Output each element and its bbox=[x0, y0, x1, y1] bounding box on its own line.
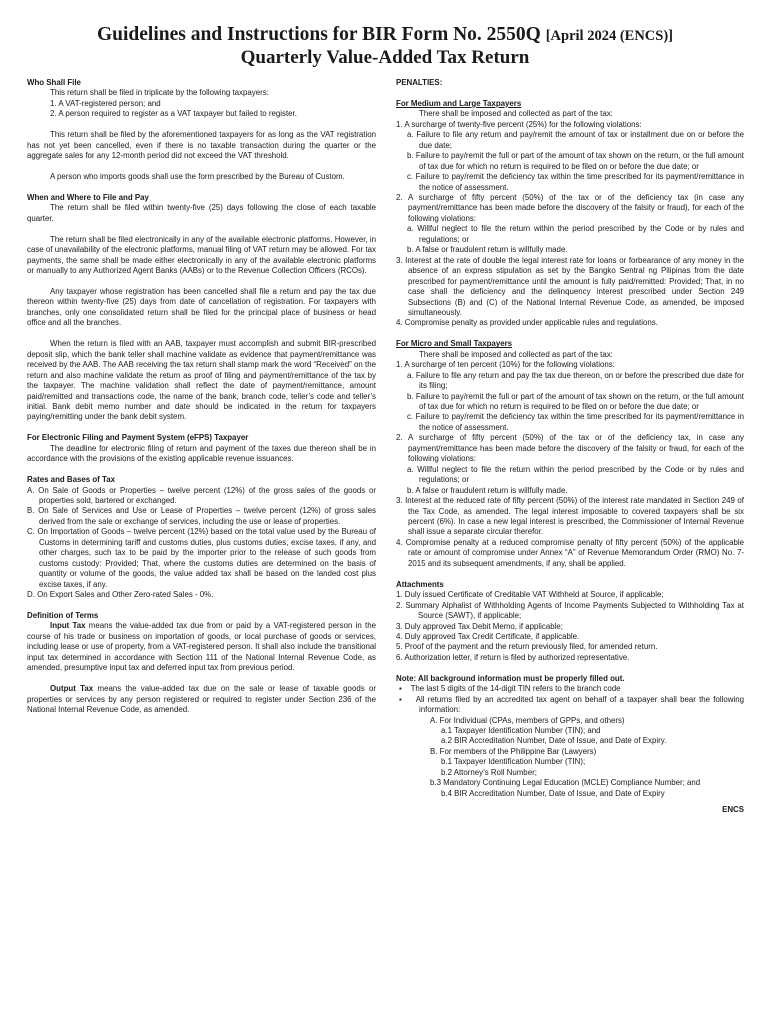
list-item: 2. A person required to register as a VAT taxpayer but failed to register. bbox=[50, 109, 297, 119]
title-edition: [April 2024 (ENCS)] bbox=[545, 28, 673, 44]
list-item: 3. Duly approved Tax Debit Memo, if applicable; bbox=[396, 621, 563, 631]
paragraph: This return shall be filed by the aforementioned taxpayers for as long as the VAT registration has not yet been cancelled, even if there is no taxable transaction during the quarter or the aggregate sales for any 12-month period did not exceed the VAT threshold. bbox=[27, 130, 376, 161]
document-header bbox=[0, 24, 770, 69]
section-heading-definitions: Definition of Terms bbox=[27, 610, 99, 620]
list-item: c. Failure to pay/remit the deficiency tax within the time prescribed for its payment/remittance in the notice of assessment. bbox=[407, 172, 744, 192]
list-item: b.3 Mandatory Continuing Legal Education (MCLE) Compliance Number; and bbox=[430, 778, 701, 788]
list-item: 2. A surcharge of fifty percent (50%) of the tax or of the deficiency tax, in case any payment/remittance has been made before the discovery of the falsity or fraud, for each of the following violations: bbox=[396, 433, 744, 464]
paragraph: The return shall be filed within twenty-five (25) days following the close of each taxable quarter. bbox=[27, 203, 376, 223]
paragraph: Any taxpayer whose registration has been cancelled shall file a return and pay the tax due thereon within twenty-five (25) days from date of cancellation of registration. For taxpayers with branches, only one consolidated return shall be filed for the principal place of business or head office and all the branches. bbox=[27, 286, 376, 328]
list-item: b. A false or fraudulent return is willfully made. bbox=[407, 485, 568, 495]
list-item: 2. A surcharge of fifty percent (50%) of the tax or of the deficiency tax (in case any payment/remittance has been made before the discovery of the falsity or fraud), for each of the following violations: bbox=[396, 192, 744, 223]
title-main: Guidelines and Instructions for BIR Form No. 2550Q bbox=[96, 24, 541, 45]
term-input-tax: Input Tax bbox=[50, 621, 86, 631]
definition-input-tax: means the value-added tax due from or paid by a VAT-registered person in the course of his trade or business on importation of goods, or local purchase of goods or services, including lease or use of property, from a VAT-registered person. It shall also include the transitional input tax determined in accordance with Section 111 of the National Internal Revenue Code, as amended, presumptive input tax and deferred input tax from previous period. bbox=[27, 621, 376, 673]
left-column bbox=[27, 78, 376, 715]
bullet-item bbox=[396, 695, 744, 716]
section-heading-efps: For Electronic Filing and Payment System (eFPS) Taxpayer bbox=[27, 433, 249, 443]
footer-code: ENCS bbox=[722, 805, 744, 815]
list-item: 5. Proof of the payment and the return previously filed, for amended return. bbox=[396, 642, 658, 652]
list-item: 3. Interest at the rate of double the legal interest rate for loans or forbearance of any money in the absence of an express stipulation as set by the Bangko Sentral ng Pilipinas from the date prescribed for payment/remittance until the amount is fully paid/remitted: Provided; That, in no case shall the deficiency and the delinquency interest prescribed under Section 249 Subsections (B) and (C) of the National Internal Revenue Code, as amended, be imposed simultaneously. bbox=[396, 255, 744, 317]
paragraph: There shall be imposed and collected as part of the tax: bbox=[419, 109, 613, 119]
list-item: a.2 BIR Accreditation Number, Date of Issue, and Date of Expiry. bbox=[441, 736, 667, 746]
list-item: b.1 Taxpayer Identification Number (TIN); bbox=[441, 757, 586, 767]
list-item: D. On Export Sales and Other Zero-rated Sales - 0%. bbox=[27, 590, 214, 600]
document-subtitle: Quarterly Value-Added Tax Return bbox=[240, 47, 530, 68]
list-item: b.2 Attorney’s Roll Number; bbox=[441, 767, 537, 777]
section-heading-penalties: PENALTIES: bbox=[396, 78, 443, 87]
list-item: a. Failure to file any return and pay the tax due thereon, on or before the prescribed due date for its filing; bbox=[407, 370, 744, 391]
list-item: a.1 Taxpayer Identification Number (TIN); and bbox=[441, 726, 601, 736]
section-heading-rates: Rates and Bases of Tax bbox=[27, 475, 115, 485]
list-item: A. On Sale of Goods or Properties – twelve percent (12%) of the gross sales of the goods or properties sold, bartered or exchanged. bbox=[27, 485, 376, 505]
section-heading-when-where: When and Where to File and Pay bbox=[27, 192, 149, 202]
paragraph: The return shall be filed electronically in any of the available electronic platforms. However, in case of unavailability of the electronic platforms, manual filing of VAT return may be allowed. For tax payments, the same shall be made either electronically in any of the available electronic platforms or manually to any Authorized Agent Banks (AABs) or to the Revenue Collection Officers (RCOs). bbox=[27, 234, 376, 276]
definition-output-tax: means the value-added tax due on the sale or lease of taxable goods or properties or services by any person registered or required to register under Section 236 of the National Internal Revenue Code, as amended. bbox=[27, 684, 377, 715]
document-title bbox=[0, 24, 770, 47]
bullet-text: All returns filed by an accredited tax agent on behalf of a taxpayer shall bear the following information: bbox=[415, 694, 744, 715]
list-item: b. Failure to pay/remit the full or part of the amount of tax shown on the return, or the full amount of tax due for which no return is required to be filed on or before the due date; or bbox=[407, 391, 744, 412]
list-item: b.4 BIR Accreditation Number, Date of Issue, and Date of Expiry bbox=[441, 788, 665, 798]
list-item: B. On Sale of Services and Use or Lease of Properties – twelve percent (12%) of gross sales derived from the sale or exchange of services, including the use or lease of properties. bbox=[27, 506, 376, 526]
bullet-icon: ▪ bbox=[399, 694, 403, 704]
bullet-text: The last 5 digits of the 14-digit TIN refers to the branch code bbox=[410, 684, 621, 694]
list-item: 2. Summary Alphalist of Withholding Agents of Income Payments Subjected to Withholding Tax at Source (SAWT), if applicable; bbox=[396, 600, 744, 621]
list-item: b. Failure to pay/remit the full or part of the amount of tax shown on the return, or the full amount of tax due for which no return is required to be filed on or before the due date; or bbox=[407, 151, 744, 171]
bullet-icon: ▪ bbox=[399, 684, 402, 694]
term-output-tax: Output Tax bbox=[50, 684, 94, 694]
paragraph: The deadline for electronic filing of return and payment of the taxes due thereon shall be in accordance with the provisions of the existing applicable revenue issuances. bbox=[27, 443, 376, 464]
list-item: 4. Duly approved Tax Credit Certificate, if applicable. bbox=[396, 631, 580, 641]
paragraph-output-tax bbox=[27, 684, 376, 715]
list-item: B. For members of the Philippine Bar (Lawyers) bbox=[430, 746, 597, 756]
list-item: A. For Individual (CPAs, members of GPPs, and others) bbox=[430, 715, 625, 725]
paragraph: When the return is filed with an AAB, taxpayer must accomplish and submit BIR-prescribed deposit slip, which the bank teller shall machine validate as evidence that payment/remittance was received by the AAB. The AAB receiving the tax return shall stamp mark the word “Received” on the return and also machine validate the return as proof of filing and payment/remittance of the tax by the taxpayer. The machine validation shall reflect the date of payment/remittance, amount paid/remitted and transactions code, the name of the bank, branch code, teller’s code and teller’s initial. Bank debit memo number and date should be indicated in the return for taxpayers paying/remitting under the bank debit system. bbox=[27, 339, 376, 422]
paragraph-input-tax bbox=[27, 621, 376, 673]
list-item: 1. A surcharge of ten percent (10%) for the following violations: bbox=[396, 360, 615, 370]
list-item: b. A false or fraudulent return is willfully made. bbox=[407, 245, 568, 255]
section-heading-note: Note: All background information must be properly filled out. bbox=[396, 673, 625, 683]
list-item: 1. Duly issued Certificate of Creditable VAT Withheld at Source, if applicable; bbox=[396, 590, 664, 600]
list-item: a. Willful neglect to file the return within the period prescribed by the Code or by rules and regulations; or bbox=[407, 464, 744, 485]
list-item: 1. A surcharge of twenty-five percent (25%) for the following violations: bbox=[396, 119, 642, 129]
list-item: 4. Compromise penalty at a reduced compromise penalty of fifty percent (50%) of the applicable rate or amount of compromise under Annex “A” of Revenue Memorandum Order (RMO) No. 7-2015 and its subsequent amendments, if any, shall be applied. bbox=[396, 537, 744, 568]
list-item: 6. Authorization letter, if return is filed by authorized representative. bbox=[396, 652, 630, 662]
list-item: c. Failure to pay/remit the deficiency tax within the time prescribed for its payment/remittance in the notice of assessment. bbox=[407, 412, 744, 432]
list-item: 1. A VAT-registered person; and bbox=[50, 98, 161, 108]
section-heading-attachments: Attachments bbox=[396, 579, 444, 589]
list-item: 4. Compromise penalty as provided under applicable rules and regulations. bbox=[396, 318, 658, 328]
subheading-medium-large: For Medium and Large Taxpayers bbox=[396, 98, 522, 108]
bullet-item bbox=[396, 684, 744, 694]
right-column bbox=[396, 78, 744, 816]
list-item: a. Failure to file any return and pay/remit the amount of tax or installment due on or before the due date; bbox=[407, 130, 744, 150]
list-item: 3. Interest at the reduced rate of fifty percent (50%) of the interest rate mandated in Section 249 of the Tax Code, as amended. The legal interest imposable to covered taxpayers shall be six percent (6%). In case a new legal interest is prescribed, the Commissioner of Internal Revenue shall issue a separate circular therefor. bbox=[396, 496, 744, 537]
list-item: a. Willful neglect to file the return within the period prescribed by the Code or by rules and regulations; or bbox=[407, 224, 744, 244]
subheading-micro-small: For Micro and Small Taxpayers bbox=[396, 339, 513, 349]
paragraph: A person who imports goods shall use the form prescribed by the Bureau of Custom. bbox=[50, 172, 345, 182]
section-heading-who-shall-file: Who Shall File bbox=[27, 78, 81, 87]
paragraph: This return shall be filed in triplicate by the following taxpayers: bbox=[50, 88, 269, 98]
list-item: C. On Importation of Goods – twelve percent (12%) based on the total value used by the Bureau of Customs in determining tariff and customs duties, plus customs duties, excise taxes, if any, and other charges, such tax to be paid by the importer prior to the release of such goods from customs custody: Provided; That, where the customs duties are determined on the basis of quantity or volume of the goods, the value added tax shall be based on the landed cost plus excise taxes, if any. bbox=[27, 527, 376, 589]
paragraph: There shall be imposed and collected as part of the tax: bbox=[419, 349, 613, 359]
